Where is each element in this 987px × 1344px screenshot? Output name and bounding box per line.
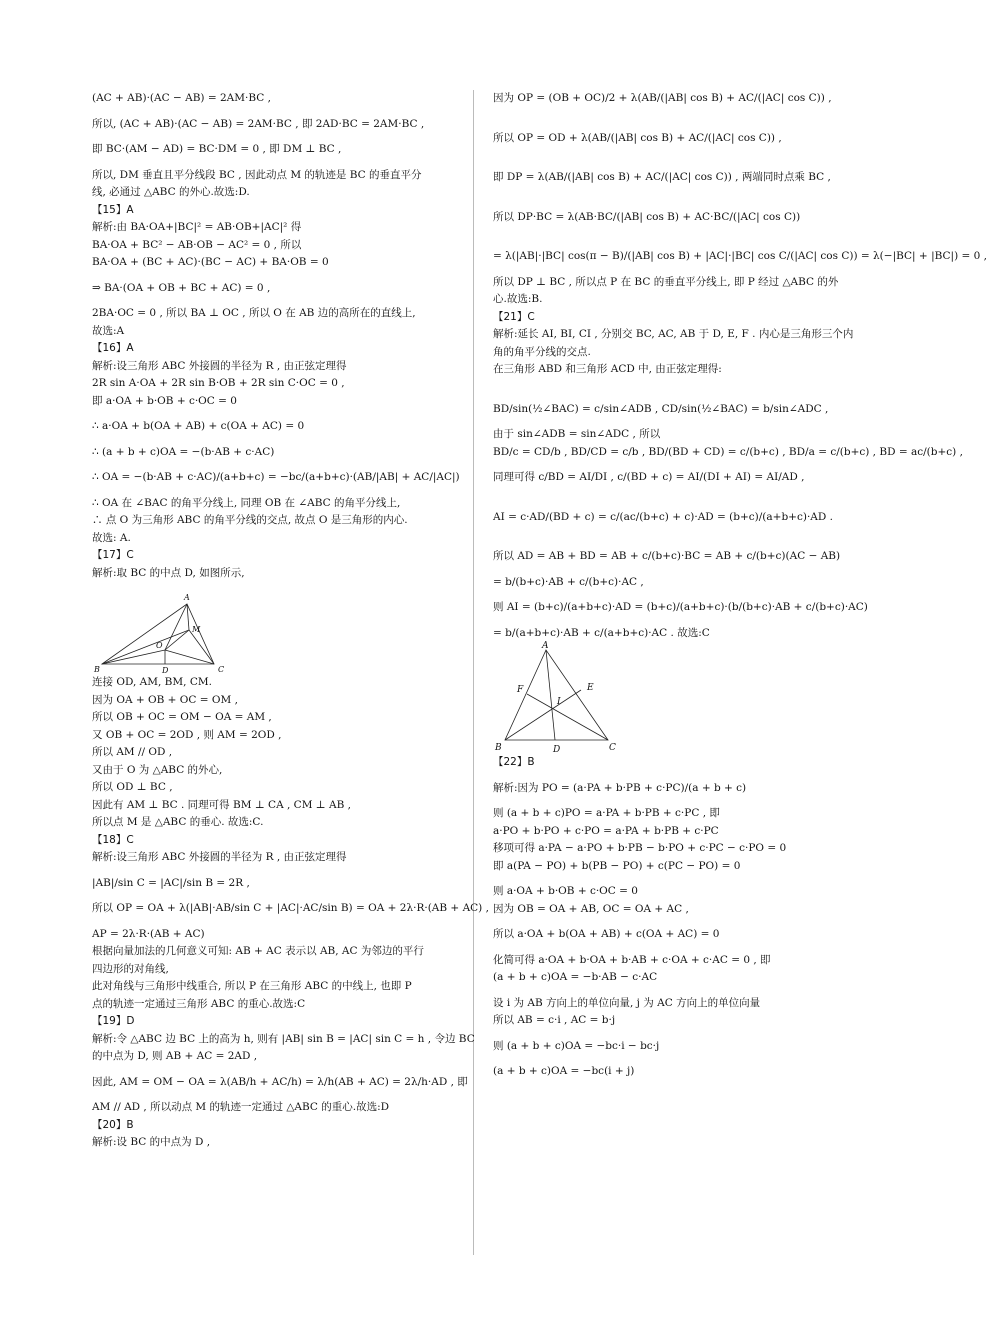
text-line: 解析:由 BA·OA+|BC|² = AB·OB+|AC|² 得 (92, 221, 302, 233)
text-line: 即 BC·(AM − AD) = BC·DM = 0 , 即 DM ⊥ BC , (92, 143, 342, 155)
text-line: 所以 AM // OD , (92, 746, 173, 758)
column-divider (473, 90, 474, 1255)
section-heading: 【20】B (92, 1118, 134, 1131)
fig21-label-e: E (587, 683, 594, 693)
figure-17 (92, 582, 232, 674)
text-line: |AB|/sin C = |AC|/sin B = 2R , (92, 876, 250, 889)
fig17-label-b: B (94, 665, 100, 674)
text-line: 因为 OA + OB + OC = OM , (92, 693, 238, 706)
fig17-label-c: C (218, 665, 225, 674)
text-line: 解析:因为 PO = (a·PA + b·PB + c·PC)/(a + b + c) (493, 781, 747, 794)
text-line: 此对角线与三角形中线重合, 所以 P 在三角形 ABC 的中线上, 也即 P (92, 980, 412, 992)
section-heading: 【21】C (493, 310, 535, 323)
text-line: 的中点为 D, 则 AB + AC = 2AD , (92, 1050, 258, 1062)
text-line: 因此, AM = OM − OA = λ(AB/h + AC/h) = λ/h(AB + AC) = 2λ/h·AD , 即 (92, 1075, 468, 1088)
text-line: 解析:延长 AI, BI, CI , 分别交 BC, AC, AB 于 D, E, F . 内心是三角形三个内 (493, 328, 854, 340)
fig21-label-f: F (517, 685, 524, 695)
text-line: 因此有 AM ⊥ BC . 同理可得 BM ⊥ CA , CM ⊥ AB , (92, 798, 351, 811)
fig21-label-b: B (495, 743, 502, 753)
section-heading: 【19】D (92, 1015, 135, 1027)
figure-21 (493, 642, 623, 754)
text-line: 解析:令 △ABC 边 BC 上的高为 h, 则有 |AB| sin B = |AC| sin C = h , 令边 BC (92, 1032, 475, 1045)
text-line: 所以 AB = c·i , AC = b·j (493, 1014, 616, 1026)
text-line: 线, 必通过 △ABC 的外心.故选:D. (92, 186, 250, 198)
text-line: 四边形的对角线, (92, 962, 169, 975)
fig17-label-m: M (192, 625, 201, 634)
text-line: 则 (a + b + c)PO = a·PA + b·PB + c·PC , 即 (493, 807, 720, 819)
text-line: 所以 OD ⊥ BC , (92, 781, 173, 793)
text-line: = λ(|AB|·|BC| cos(π − B)/(|AB| cos B) + |AC|·|BC| cos C/(|AC| cos C)) = λ(−|BC| + |BC|) = 0 , (493, 250, 987, 262)
text-line: ∴ a·OA + b(OA + AB) + c(OA + AC) = 0 (92, 420, 305, 432)
text-line: 即 DP = λ(AB/(|AB| cos B) + AC/(|AC| cos C)) , 两端同时点乘 BC , (493, 171, 831, 183)
text-line: 则 (a + b + c)OA = −bc·i − bc·j (493, 1039, 660, 1052)
text-line: 所以, DM 垂直且平分线段 BC , 因此动点 M 的轨迹是 BC 的垂直平分 (92, 168, 422, 181)
right-column (493, 90, 987, 1081)
text-line: ⇒ BA·(OA + OB + BC + AC) = 0 , (92, 281, 271, 294)
text-line: 解析:设三角形 ABC 外接圆的半径为 R , 由正弦定理得 (92, 851, 347, 863)
section-heading: 【16】A (92, 342, 134, 354)
text-line: (a + b + c)OA = −b·AB − c·AC (493, 971, 658, 983)
text-line: 解析:取 BC 的中点 D, 如图所示, (92, 566, 245, 579)
text-line: AI = c·AD/(BD + c) = c/(ac/(b+c) + c)·AD = (b+c)/(a+b+c)·AD . (493, 510, 833, 523)
text-line: a·PO + b·PO + c·PO = a·PA + b·PB + c·PC (493, 824, 719, 837)
text-line: 由于 sin∠ADB = sin∠ADC , 所以 (493, 428, 661, 440)
fig21-label-i: I (557, 697, 561, 707)
text-line: 设 i 为 AB 方向上的单位向量, j 为 AC 方向上的单位向量 (493, 996, 761, 1009)
text-line: 点的轨迹一定通过三角形 ABC 的重心.故选:C (92, 997, 306, 1010)
text-line: 则 a·OA + b·OB + c·OC = 0 (493, 885, 638, 897)
left-column (92, 90, 489, 1152)
text-line: 心.故选:B. (493, 293, 543, 305)
section-heading: 【18】C (92, 833, 134, 846)
text-line: ∴ OA = −(b·AB + c·AC)/(a+b+c) = −bc/(a+b+c)·(AB/|AB| + AC/|AC|) (92, 471, 460, 483)
text-line: ∴ 点 O 为三角形 ABC 的角平分线的交点, 故点 O 是三角形的内心. (92, 514, 408, 526)
text-line: 则 AI = (b+c)/(a+b+c)·AD = (b+c)/(a+b+c)·(b/(b+c)·AB + c/(b+c)·AC) (493, 601, 868, 613)
text-line: = b/(a+b+c)·AB + c/(a+b+c)·AC . 故选:C (493, 626, 710, 639)
text-line: 化简可得 a·OA + b·OA + b·AB + c·OA + c·AC = 0 , 即 (493, 953, 771, 966)
text-line: 所以 a·OA + b(OA + AB) + c(OA + AC) = 0 (493, 928, 720, 940)
text-line: BA·OA + BC² − AB·OB − AC² = 0 , 所以 (92, 238, 302, 251)
text-line: 即 a·OA + b·OB + c·OC = 0 (92, 394, 237, 407)
text-line: 解析:设三角形 ABC 外接圆的半径为 R , 由正弦定理得 (92, 359, 347, 372)
text-line: ∴ (a + b + c)OA = −(b·AB + c·AC) (92, 445, 275, 458)
text-line: BD/sin(½∠BAC) = c/sin∠ADB , CD/sin(½∠BAC) = b/sin∠ADC , (493, 402, 829, 415)
text-line: 所以 DP·BC = λ(AB·BC/(|AB| cos B) + AC·BC/(|AC| cos C)) (493, 210, 801, 223)
text-line: 所以点 M 是 △ABC 的垂心. 故选:C. (92, 816, 264, 828)
text-line: 所以 OB + OC = OM − OA = AM , (92, 711, 272, 723)
text-line: 连接 OD, AM, BM, CM. (92, 676, 212, 688)
text-line: 故选: A. (92, 531, 131, 544)
fig17-label-a: A (184, 593, 190, 602)
text-line: 所以 AD = AB + BD = AB + c/(b+c)·BC = AB + c/(b+c)(AC − AB) (493, 550, 841, 562)
fig17-label-o: O (156, 641, 163, 650)
text-line: (a + b + c)OA = −bc(i + j) (493, 1065, 635, 1077)
text-line: 故选:A (92, 324, 125, 337)
fig21-label-a: A (542, 641, 549, 651)
text-line: AP = 2λ·R·(AB + AC) (92, 927, 205, 940)
text-line: 因为 OP = (OB + OC)/2 + λ(AB/(|AB| cos B) + AC/(|AC| cos C)) , (493, 92, 832, 104)
text-line: BD/c = CD/b , BD/CD = c/b , BD/(BD + CD) = c/(b+c) , BD/a = c/(b+c) , BD = ac/(b+c) , (493, 445, 963, 458)
text-line: 又由于 O 为 △ABC 的外心, (92, 763, 223, 776)
text-line: ∴ OA 在 ∠BAC 的角平分线上, 同理 OB 在 ∠ABC 的角平分线上, (92, 496, 401, 509)
text-line: 2BA·OC = 0 , 所以 BA ⊥ OC , 所以 O 在 AB 边的高所在的直线上, (92, 307, 416, 319)
text-line: BA·OA + (BC + AC)·(BC − AC) + BA·OB = 0 (92, 256, 329, 268)
section-heading: 【17】C (92, 549, 134, 561)
fig21-label-d: D (553, 745, 561, 755)
text-line: 又 OB + OC = 2OD , 则 AM = 2OD , (92, 728, 282, 741)
text-line: 根据向量加法的几何意义可知: AB + AC 表示以 AB, AC 为邻边的平行 (92, 945, 424, 957)
text-line: 2R sin A·OA + 2R sin B·OB + 2R sin C·OC = 0 , (92, 377, 345, 389)
text-line: 因为 OB = OA + AB, OC = OA + AC , (493, 902, 689, 915)
text-line: 移项可得 a·PA − a·PO + b·PB − b·PO + c·PC − c·PO = 0 (493, 842, 787, 854)
text-line: (AC + AB)·(AC − AB) = 2AM·BC , (92, 92, 271, 104)
text-line: AM // AD , 所以动点 M 的轨迹一定通过 △ABC 的重心.故选:D (92, 1101, 390, 1113)
text-line: 所以 OP = OA + λ(|AB|·AB/sin C + |AC|·AC/sin B) = OA + 2λ·R·(AB + AC) , (92, 902, 489, 914)
text-line: 同理可得 c/BD = AI/DI , c/(BD + c) = AI/(DI + AI) = AI/AD , (493, 471, 805, 483)
text-line: 所以 DP ⊥ BC , 所以点 P 在 BC 的垂直平分线上, 即 P 经过 △ABC 的外 (493, 275, 839, 288)
fig21-label-c: C (609, 743, 616, 753)
text-line: 所以 OP = OD + λ(AB/(|AB| cos B) + AC/(|AC| cos C)) , (493, 131, 782, 144)
text-line: 即 a(PA − PO) + b(PB − PO) + c(PC − PO) = 0 (493, 859, 741, 872)
section-heading: 【22】B (493, 756, 535, 768)
fig17-label-d: D (162, 666, 169, 675)
text-line: = b/(b+c)·AB + c/(b+c)·AC , (493, 575, 644, 588)
text-line: 所以, (AC + AB)·(AC − AB) = 2AM·BC , 即 2AD·BC = 2AM·BC , (92, 117, 425, 130)
text-line: 解析:设 BC 的中点为 D , (92, 1136, 211, 1148)
text-line: 角的角平分线的交点. (493, 345, 591, 358)
section-heading: 【15】A (92, 203, 134, 216)
text-line: 在三角形 ABD 和三角形 ACD 中, 由正弦定理得: (493, 363, 722, 375)
